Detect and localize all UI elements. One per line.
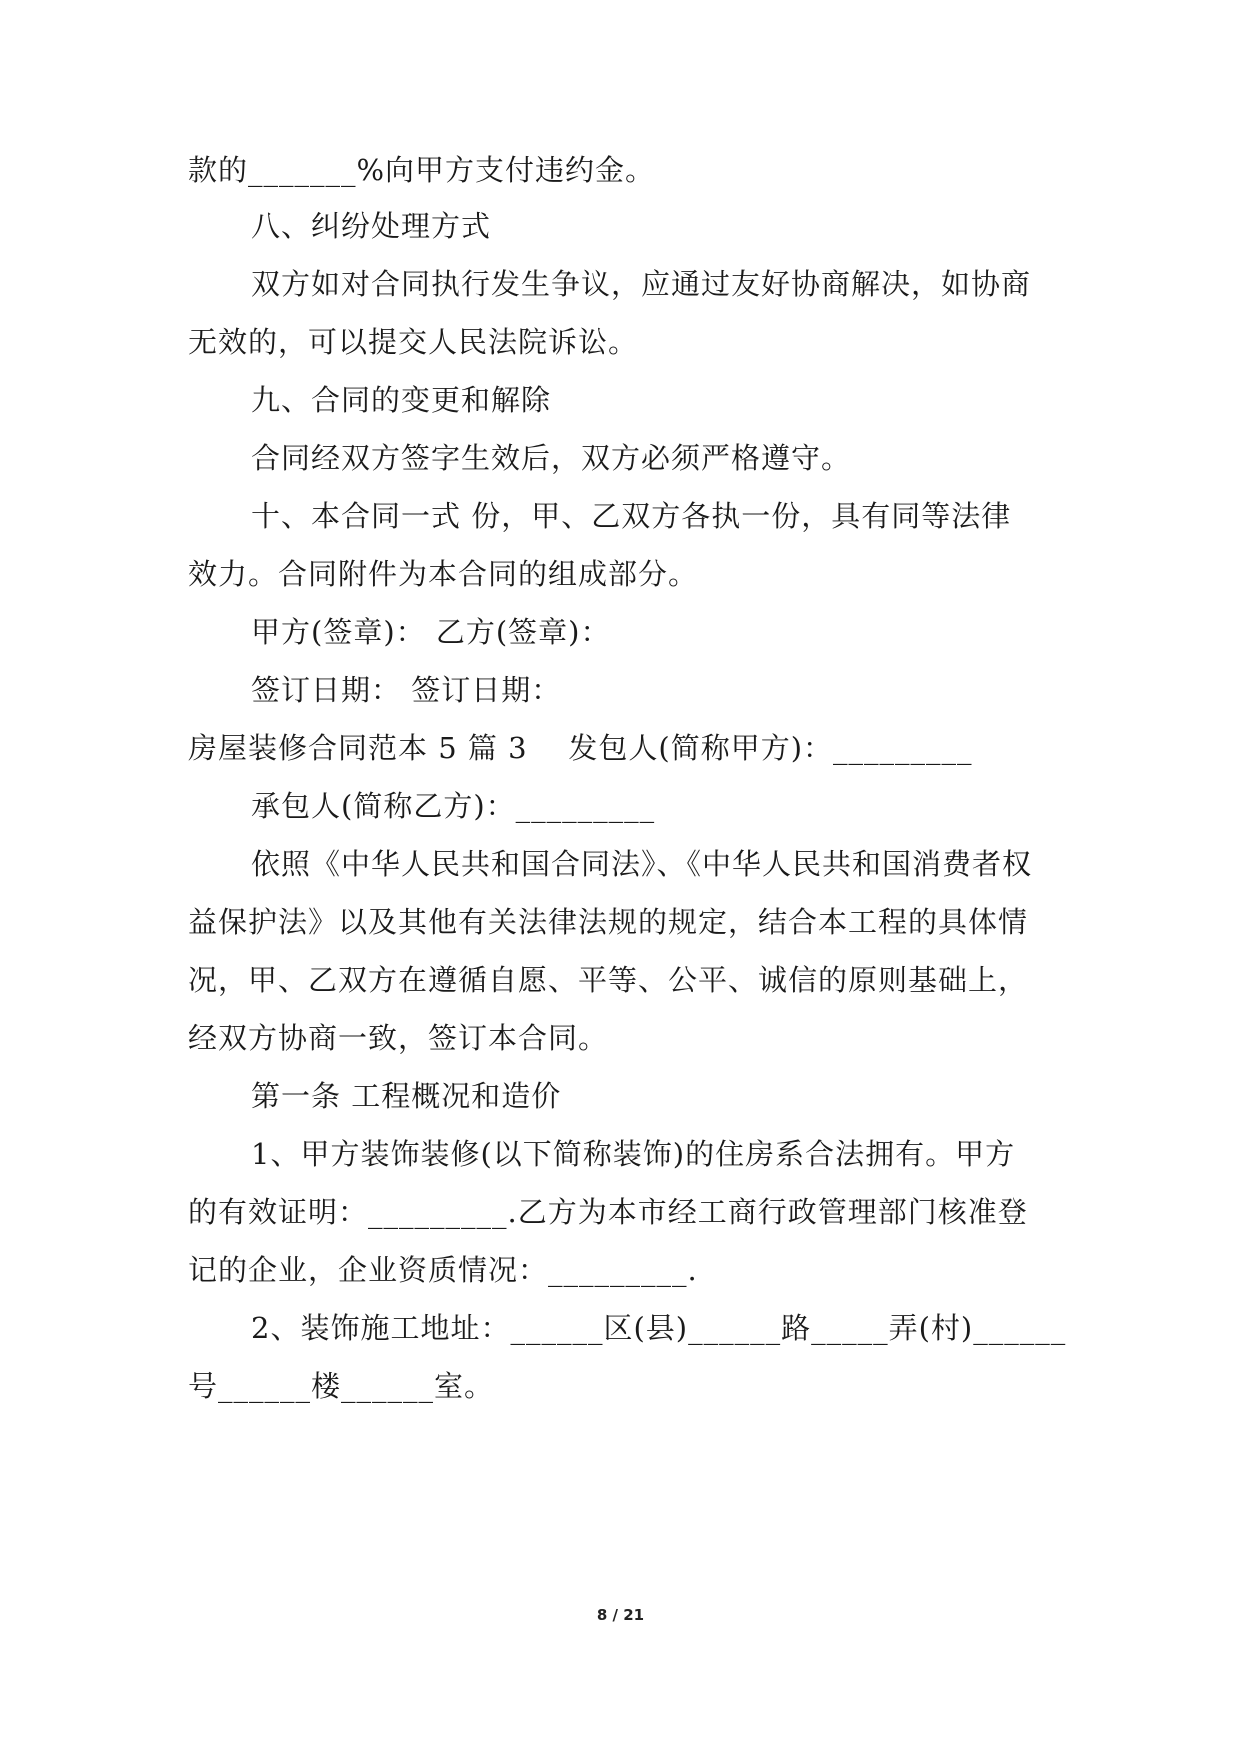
text-line: 经双方协商一致，签订本合同。 (188, 1021, 609, 1055)
section-heading: 第一条 工程概况和造价 (251, 1079, 562, 1113)
text-line: 益保护法》以及其他有关法律法规的规定，结合本工程的具体情 (188, 905, 1029, 939)
signature-line: 甲方(签章)： 乙方(签章)： (251, 615, 611, 649)
text-line: 号______楼______室。 (188, 1369, 495, 1403)
text-line: 十、本合同一式 份，甲、乙双方各执一份，具有同等法律 (251, 499, 1012, 533)
page-number: 8 / 21 (596, 1606, 645, 1624)
text-line: 依照《中华人民共和国合同法》、《中华人民共和国消费者权 (251, 847, 1033, 881)
section-heading: 九、合同的变更和解除 (251, 383, 552, 417)
contract-title-line: 房屋装修合同范本 5 篇 3 发包人(简称甲方)：_________ (188, 731, 973, 765)
text-line: 合同经双方签字生效后，双方必须严格遵守。 (251, 441, 852, 475)
text-line: 承包人(简称乙方)：_________ (251, 789, 656, 823)
section-heading: 八、纠纷处理方式 (251, 209, 492, 243)
text-line: 效力。合同附件为本合同的组成部分。 (188, 557, 699, 591)
date-line: 签订日期： 签订日期： (251, 673, 562, 707)
text-line: 况，甲、乙双方在遵循自愿、平等、公平、诚信的原则基础上， (188, 963, 1029, 997)
text-line: 的有效证明：_________.乙方为本市经工商行政管理部门核准登 (188, 1195, 1028, 1229)
text-line: 双方如对合同执行发生争议，应通过友好协商解决，如协商 (251, 267, 1032, 301)
text-line: 记的企业，企业资质情况：_________. (188, 1253, 698, 1287)
text-line: 1、甲方装饰装修(以下简称装饰)的住房系合法拥有。甲方 (251, 1137, 1016, 1171)
text-line: 2、装饰施工地址：______区(县)______路_____弄(村)______ (251, 1311, 1067, 1345)
text-line: 款的_______%向甲方支付违约金。 (188, 153, 656, 187)
text-line: 无效的，可以提交人民法院诉讼。 (188, 325, 639, 359)
